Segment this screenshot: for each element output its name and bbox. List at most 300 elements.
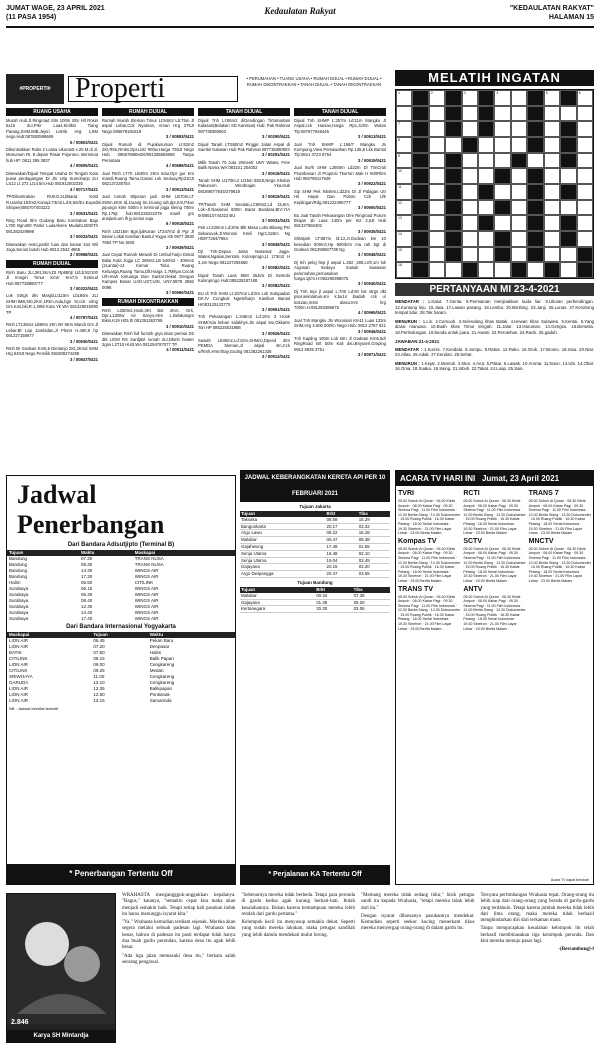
ad-ref: 6 / 00918/0421: [166, 221, 194, 227]
ad-ref: 3 / 00631/0421: [70, 210, 98, 216]
crossword-cell: [577, 231, 593, 247]
ad-text: Tanah SHM Lt170m,2 Lt15m 550Jt,Nego Kledan Pakuncen Wirobrajan Yka.Hub 0818987/7645/379819: [198, 178, 290, 194]
tv-listing: 05.00 Subuh Al Quran · 06.30 Klinik Ampuh · 08.00 Kabar Pagi · 09.30 Sinema Pagi · 11.00 Film Indonesia · 12.00 Berita Siang · 13.30 Dokumenter · 15.00 Ruang Publik · 16.30 Kabar Petang · 18.00 Serial Indonesia · 19.30 Sinetron · 21.00 Film Layar Lebar · 23.00 Berita Malam: [528, 499, 591, 536]
table-cell: WINGS AIR: [134, 574, 159, 579]
classified-ad: [198, 160, 290, 176]
answer-menurun: [395, 361, 594, 372]
table-row: [240, 530, 390, 537]
crossword-cell: [396, 137, 412, 153]
crossword-cell: [577, 153, 593, 169]
table-cell: 20.15: [326, 564, 358, 571]
table-cell: 13.15: [93, 698, 105, 703]
table-cell: Surabaya: [9, 598, 29, 603]
ad-text: Ring Road Slm Gudang Baru Kontrakan Baja L700 Bgn400 Parkir LuasAkses MudahLt200/Th 081382429998: [6, 217, 98, 234]
crossword-cell: [412, 137, 428, 153]
crossword-cell: [544, 106, 560, 122]
table-cell: LION AIR: [9, 692, 29, 697]
classified-ad: [198, 225, 290, 247]
table-cell: 08.40: [81, 598, 93, 603]
classified-ad: [6, 118, 98, 145]
tv-listing: 05.00 Subuh Al Quran · 06.30 Klinik Ampuh · 08.00 Kabar Pagi · 09.30 Sinema Pagi · 11.00 Film Indonesia · 12.00 Berita Siang · 13.30 Dokumenter · 15.00 Ruang Publik · 16.30 Kabar Petang · 18.00 Serial Indonesia · 19.30 Sinetron · 21.00 Film Layar Lebar · 23.00 Berita Malam: [463, 546, 526, 583]
cell-number: 14: [398, 232, 402, 236]
classified-ad: [6, 242, 98, 258]
crossword-cell: [445, 168, 461, 184]
table-cell: 14.40: [81, 610, 93, 615]
table-cell: CITILINK: [134, 580, 154, 585]
crossword-cell: [560, 231, 576, 247]
classified-ad: [294, 318, 386, 334]
tv-column: [463, 488, 525, 631]
table-cell: WINGS AIR: [134, 604, 159, 609]
ad-ref: 3 / 00948/0421: [358, 252, 386, 258]
ad-ref: 3 / 00290/0421: [262, 134, 290, 140]
classified-ad: [198, 202, 290, 224]
table-cell: Pontianak: [149, 692, 170, 697]
ads-column-3: [198, 108, 290, 362]
answers-title: JAWABAN 21-4-2021: [395, 338, 440, 344]
crossword-cell: [560, 168, 576, 184]
crossword-cell: [511, 247, 527, 263]
table-cell: Argo Dwipangga: [240, 571, 326, 578]
ad-text: Dijual Tanah LT:550m2 Pinggir Jalan Aspal di Sambir Kalasan Hub Pak Rahmat 087738380603: [198, 141, 290, 153]
classified-ad: [6, 171, 98, 193]
crossword-cell: [478, 247, 494, 263]
crossword-cell: [577, 247, 593, 263]
clue-mendatar: [395, 299, 594, 316]
classified-ad: [294, 165, 386, 187]
table-header-cell: Tujuan: [7, 550, 79, 556]
tv-title-text: ACARA TV HARI INI: [400, 474, 476, 483]
cell-number: 9: [398, 153, 400, 158]
crossword-title: MELATIH INGATAN: [395, 70, 594, 86]
ads-section-heading: RUMAH DIJUAL: [6, 260, 98, 268]
crossword-cell: [445, 215, 461, 231]
paper-name: "KEDAULATAN RAKYAT": [509, 5, 594, 12]
table-cell: Surabaya: [9, 586, 29, 591]
table-cell: Bandung: [9, 574, 28, 579]
crossword-cell: [462, 90, 478, 106]
crossword-cell: [445, 106, 461, 122]
crossword-cell: [396, 184, 412, 200]
crossword-cell: [511, 137, 527, 153]
crossword-cell: [478, 200, 494, 216]
table-cell: 07.50: [93, 650, 105, 655]
crossword-cell: [560, 153, 576, 169]
table-cell: LION AIR: [9, 638, 29, 643]
tv-listing: 05.00 Subuh Al Quran · 06.30 Klinik Ampuh · 08.00 Kabar Pagi · 09.30 Sinema Pagi · 11.00 Film Indonesia · 12.00 Berita Siang · 13.30 Dokumenter · 15.00 Ruang Publik · 16.30 Kabar Petang · 18.00 Serial Indonesia · 19.30 Sinetron · 21.00 Film Layar Lebar · 23.00 Berita Malam: [398, 546, 461, 583]
ad-ref: 4 / 00717/0421: [70, 186, 98, 192]
table-cell: Bandung: [9, 568, 28, 573]
table-cell: 12.10: [93, 680, 105, 685]
crossword-cell: [429, 90, 445, 106]
crossword-cell: [396, 215, 412, 231]
classified-ad: [102, 331, 194, 353]
crossword-cell: [462, 137, 478, 153]
crossword-cell: [560, 121, 576, 137]
crossword-cell: [511, 231, 527, 247]
flight-footer: * Penerbangan Tertentu Off: [7, 864, 235, 884]
crossword-cell: [396, 231, 412, 247]
ad-ref: 3 / 00939/0421: [166, 244, 194, 250]
crossword-cell: [445, 231, 461, 247]
crossword-cell: [462, 168, 478, 184]
tv-columns: [396, 486, 593, 633]
crossword-cell: [429, 121, 445, 137]
crossword-cell: [478, 153, 494, 169]
crossword-cell: [560, 137, 576, 153]
crossword-cell: [429, 168, 445, 184]
story-column-3: [361, 893, 475, 1045]
table-header-cell: Waktu: [148, 632, 235, 638]
crossword-cell: [478, 231, 494, 247]
ad-text: BU di Tnh SHM Lt:187m2 Ld:5m Lok Sutopadan DK.IV Cungkuk Ngestiharjo Kasihan Bantul Hr083125123770: [198, 290, 290, 307]
crossword-cell: [429, 262, 445, 278]
classified-ad: [294, 142, 386, 164]
clue-label: MENDATAR :: [395, 299, 425, 304]
crossword-cell: [560, 247, 576, 263]
ad-text: Murah Hub.Jl.Ringroad Slm 100m Sltn Htl Rosin 5x15 2Lt,Prkr Luas.Kiritksi Tiang Parang,SHM,IMB,Jejeri Listrik. Hrg: 1,8M nego.Hub:087882596669: [6, 118, 98, 140]
crossword-cell: [478, 121, 494, 137]
table-cell: 20.30: [315, 606, 352, 613]
tv-listing: 05.00 Subuh Al Quran · 06.30 Klinik Ampuh · 08.00 Kabar Pagi · 09.30 Sinema Pagi · 11.00 Film Indonesia · 12.00 Berita Siang · 13.30 Dokumenter · 15.00 Ruang Publik · 16.30 Kabar Petang · 18.00 Serial Indonesia · 19.30 Sinetron · 21.00 Film Layar Lebar · 23.00 Berita Malam: [463, 499, 526, 536]
tv-channel-name: SCTV: [463, 537, 482, 545]
classified-ad: [198, 142, 290, 158]
table-cell: Cengkareng: [149, 662, 175, 667]
table-cell: BATIK: [9, 650, 22, 655]
cell-number: 6: [578, 91, 581, 95]
tv-date: Jumat, 23 April 2021: [481, 474, 560, 483]
tv-listing: 05.00 Subuh Al Quran · 06.30 Klinik Ampuh · 08.00 Kabar Pagi · 09.30 Sinema Pagi · 11.00 Film Indonesia · 12.00 Berita Siang · 13.30 Dokumenter · 15.00 Ruang Publik · 16.30 Kabar Petang · 18.00 Serial Indonesia · 19.30 Sinetron · 21.00 Film Layar Lebar · 23.00 Berita Malam: [398, 594, 461, 631]
table-cell: 06.30: [81, 592, 93, 597]
crossword-cell: [445, 184, 461, 200]
ad-ref: 3 / 00912/0421: [262, 354, 290, 360]
table-cell: 17.30: [81, 574, 93, 579]
table-cell: 00.47: [326, 537, 358, 544]
crossword-cell: [429, 247, 445, 263]
ad-ref: 3 / 00819/0421: [262, 194, 290, 200]
crossword-cell: [412, 168, 428, 184]
ad-ref: 3 / 00322/0421: [70, 285, 98, 291]
ad-ref: 3 / 00968/0421: [70, 252, 98, 258]
ad-ref: 3 / 00618/0421: [262, 170, 290, 176]
table-cell: 08.15: [93, 656, 105, 661]
crossword-cell: [544, 153, 560, 169]
classified-ad: [102, 252, 194, 295]
story-column-2: [242, 893, 356, 1045]
table-cell: 06.45: [93, 638, 105, 643]
classified-ad: [198, 118, 290, 140]
tv-channel-name: TVRI: [398, 490, 414, 497]
crossword-cell: [429, 106, 445, 122]
crossword-cell: [396, 121, 412, 137]
ad-ref: 3 / 00082/0421: [262, 265, 290, 271]
crossword-cell: [478, 184, 494, 200]
cell-number: 16: [398, 263, 402, 268]
ad-text: Rmh Baru 2Lt,3Kt,2Km,Dt Rp680jt Lt/Lb:82/100 Jl Imogiri Timur Kmrr Km7,5 Ketinud Hub:087738880777: [6, 269, 98, 286]
ads-section-heading: RUMAH DIJUAL: [102, 108, 194, 116]
classified-ad: [198, 291, 290, 313]
ad-ref: 3 / 00900/0421: [358, 205, 386, 211]
table-cell: 07.30: [81, 556, 93, 561]
crossword-cell: [396, 153, 412, 169]
table-cell: TRANS NUSA: [134, 562, 164, 567]
classified-ad: [294, 189, 386, 211]
ad-text: Rmh Br Godean Km5,5 Dimtanjo 2Kt,2Kmd SHM Hrg 540Jt Nego Pemilik 081809274288: [6, 346, 98, 357]
table-cell: 20.17: [326, 523, 358, 530]
classified-ad: [294, 236, 386, 258]
table-cell: Surabaya: [9, 610, 29, 615]
crossword-cell: [429, 200, 445, 216]
crossword-cell: [527, 106, 543, 122]
ad-text: Bu Jual Tanah Pekarangan Dire Ringroad Purum Brajan 1b Luas 140m per m2 2,5Jt Hub 081327650402: [294, 212, 386, 229]
ad-text: Jual rumah 80peran jadi SHM LB70m,LT 250m,2Km td,1ruang tm,1ruang sdt,dpr,Km,P3an pipungn ktmr 500m k terminal jogja kleing 700m Rp.175jt hub:081228222278 masif gm ansijwis.um lh jy.serius saja: [102, 194, 194, 221]
table-cell: Medan: [149, 668, 164, 673]
table-header-cell: Tujuan: [240, 511, 326, 517]
crossword-cell: [445, 153, 461, 169]
ad-ref: 3 / 00082/0421: [262, 283, 290, 289]
tv-title: [396, 471, 593, 486]
ad-ref: 3 / 00847/0421: [70, 356, 98, 362]
table-cell: 16.28: [358, 530, 390, 537]
table-cell: 08.30: [81, 562, 93, 567]
ad-ref: 3 / 00971/0421: [358, 352, 386, 358]
crossword-cell: [577, 90, 593, 106]
crossword-cell: [412, 200, 428, 216]
flight-subtitle-yia: Dari Bandara Internasional Yogyakarta: [66, 624, 176, 630]
crossword-cell: [527, 247, 543, 263]
crossword-cell: [462, 121, 478, 137]
table-cell: Cengkareng: [149, 674, 175, 679]
ad-text: Disewakan/Dijual Tempat Usaha Di Tengah Kota pusat perdagangan Di Jln Urip Sumoharjo 2Lt LS12 Lt 272 Lt14.5m.Hub 081912002335: [6, 170, 98, 187]
ad-ref: 4 / 00787/0421: [70, 315, 98, 320]
table-header-cell: Tiba: [358, 511, 390, 517]
train-footer: * Perjalanan KA Tertentu Off: [240, 865, 390, 885]
ad-text: Rmh LB215m Bgn,ljalKaran LT347m2 di Pgr Jl Besar Lokal Kasihan Bantul Yogya Hb 0877 3830 7694 TP No SMS: [102, 228, 194, 245]
ad-text: Sawah L636m2,Ld:10m,SHM/U,Dpeed dtm PEMDA Sleman,Jl aspal 4m,Cck u/Rmh,Hrm/Stay,Gudng 081382261335: [198, 338, 290, 354]
crossword-cell: [511, 215, 527, 231]
table-row: [240, 543, 390, 550]
flight-table-yia: [7, 632, 235, 704]
tv-channel-name: RCTI: [463, 490, 480, 497]
ad-ref: 3 / 00946/0421: [358, 328, 386, 334]
ad-text: Sip SHM Pek ls546m,Ld22m Di Jl Palagan Utr Hit Hayat Dan Pobon Cck U/k Keplingan/Rdg.081222495777: [294, 188, 386, 205]
story-paragraph: "Ya." Wrahasta kemudian terdiam sejenak. Mereka akan segera melalui sebuah padesan lagi. Wrahasta tahu benar, bahwa di padesan itu pasti terdapat tidak hanya dua buah gardu perondan, karena desa itu agak lebih besar.: [122, 920, 236, 951]
crossword-cell: [445, 90, 461, 106]
crossword-cell: [494, 153, 510, 169]
ad-ref: 3 / 00935/0421: [358, 228, 386, 234]
table-cell: WINGS AIR: [134, 586, 159, 591]
comic-number: 2.846: [11, 1019, 29, 1026]
crossword-cell: [429, 153, 445, 169]
ad-text: Lok Strtgs dkt Masjid,Lt110m Lb165m 2Lt SHM+IMB,5Kt,2Km,1Rtm,Aula,bgn br,cck u/tng Grs.Kos,bkl,R.1,30M Kota Yk WA 081328015090 TP: [6, 293, 98, 315]
crossword-cell: [478, 137, 494, 153]
crossword-cell: [511, 262, 527, 278]
classified-ad: [6, 147, 98, 169]
cell-number: 2: [430, 91, 433, 95]
classified-ad: [294, 336, 386, 358]
crossword-cell: [577, 121, 593, 137]
story-paragraph: WRAHASTA menganggguk-anggukkan kepalanya. "Bagus," katanya, "semakin cepat kita maka akan menjadi semakin baik. Tetapi setiap kali pasukan induk itu harus menunggu isyarat kita.": [122, 893, 236, 917]
table-cell: 17.48: [326, 543, 358, 550]
table-cell: Surabaya: [9, 604, 29, 609]
train-table-jakarta: [240, 511, 390, 578]
table-header-cell: Tujuan: [240, 587, 315, 593]
crossword-cell: [511, 153, 527, 169]
clue-text: 1.Lin. 2.Cemooh. 3.Selendang khas Batak. 4.Hewan khas Sulawesi. 5.Kentai. 6.Yang diarai manusia. 10.Buah khas Timur tengah. 11.Jalur. 13.Haruman. 14.Gengsu. 16.Berselia. 18.Perlindungan. 19.benda untuk juara. 21.Awam. 22.Perolehan. 24.Racik. 25.gaduh.: [395, 318, 594, 335]
table-cell: Malabar: [240, 593, 315, 599]
crossword-cell: [478, 168, 494, 184]
tv-column: [529, 488, 591, 631]
cell-number: 11: [398, 185, 402, 189]
cell-number: 4: [496, 91, 499, 95]
clue-label: MENURUN :: [395, 318, 421, 324]
flight-schedule: [6, 475, 236, 885]
comic-illustration: [7, 894, 116, 1024]
flight-table-adisutjipto: [7, 550, 235, 622]
tv-schedule: [395, 470, 594, 885]
javanese-date: (11 PASA 1954): [6, 14, 57, 21]
story-paragraph: "Memang mereka tidak sedang tidur," bisik petugas sandi itu kepada Wrahasta, "tetapi mereka tidak lebih dari itu.": [361, 893, 475, 911]
crossword-cell: [577, 200, 593, 216]
ad-text: Jual Tnh Mangku Jln Wonosari Km11 Luas 133m SHM,Hrg 4.500.000/m Nego Hub: 0812 2767 621: [294, 317, 386, 329]
table-cell: GARUDA: [9, 680, 29, 685]
classified-ad: [102, 229, 194, 251]
table-header-cell: Maskapai: [133, 550, 235, 556]
table-cell: Samarinda: [149, 698, 172, 703]
story-paragraph: "Ada tiga jalan memasuki desa itu," berkata salah seorang pengawal.: [122, 953, 236, 965]
table-cell: Pekan Baru: [149, 638, 174, 643]
ads-column-2: [102, 108, 194, 355]
crossword-cell: [527, 184, 543, 200]
classified-ad: [102, 118, 194, 140]
flight-subtitle-adisutjipto: Dari Bandara Adisutjipto (Terminal B): [67, 542, 175, 548]
crossword-cell: [462, 262, 478, 278]
classified-ad: [102, 171, 194, 193]
crossword-cell: [527, 215, 543, 231]
table-cell: Halim: [149, 650, 162, 655]
classified-ad: [294, 289, 386, 316]
crossword-cell: [544, 231, 560, 247]
crossword-cell: [396, 90, 412, 106]
table-cell: 11.00: [93, 674, 105, 679]
table-cell: LION AIR: [9, 686, 29, 691]
crossword-cell: [412, 262, 428, 278]
table-cell: 07.38: [353, 593, 390, 599]
table-row: [240, 557, 390, 564]
table-row: [240, 599, 390, 606]
ad-ref: 3 / 00960/0421: [166, 290, 194, 296]
ad-text: Jual Tnh SHMP L:166/7 Mangku Jn Kompung,View Persawahan Rp.135,8 Lks Bantul Tlp:0821 3723 8754: [294, 141, 386, 158]
table-cell: Argo Lawu: [240, 530, 326, 537]
crossword-cell: [412, 153, 428, 169]
answer-text: 1.Kejar. 2.Momok. 3.Skor. 4.Arut. 5.Pakar. 6.Lawak. 10.Aroma. 11.Noun. 13.Ubi. 14.Obat. 16.Oma. 18.Suaka. 19.Saing. 21.Inbuh. 22.Takat. 24.Luap. 25.Sais.: [395, 360, 594, 372]
crossword-cell: [544, 137, 560, 153]
ad-ref: 3 / 00930/0421: [70, 338, 98, 344]
clue-text: 1.Kalut. 7.Genta. 8.Permainan menjinakkan kuda liar. 9.Ukuran perbendingan. 12.Kuntung leju. 15.Jiwa. 17.Lawan pasang. 18.Lembu. 20.Bimbing. 23.Janji. 26.Lunas. 27.Kerobong tempat tidur. 28.Tak haram.: [395, 299, 594, 316]
ad-text: TP/Dikontrakan RUKO,2Lt/Barat Kotd R.Usaha:183m2,Kanopi:73m2.Ld:8,5m/Ex.Expedisi Shopee)085707403222: [6, 194, 102, 211]
table-cell: Denpasar: [149, 644, 170, 649]
story-column-4: [481, 893, 595, 1045]
crossword-cell: [494, 215, 510, 231]
crossword-cell: [429, 231, 445, 247]
crossword-cell: [577, 106, 593, 122]
classified-ad: [102, 194, 194, 226]
table-cell: 17.40: [81, 616, 93, 621]
crossword-cell: [462, 153, 478, 169]
crossword-grid: [395, 89, 594, 279]
crossword-cell: [511, 121, 527, 137]
table-cell: 06.50: [81, 580, 93, 585]
classified-ad: [294, 260, 386, 287]
crossword-cell: [445, 121, 461, 137]
ad-text: Jual Rmh LT70 LB40m 2Km Iidur,Dpr gur Km mandi,Ruang Tamu,Garasi Lok Seduay,Rp210Jt 082137238754: [102, 170, 194, 187]
tv-listing: 05.00 Subuh Al Quran · 06.30 Klinik Ampuh · 08.00 Kabar Pagi · 09.30 Sinema Pagi · 11.00 Film Indonesia · 12.00 Berita Siang · 13.30 Dokumenter · 15.00 Ruang Publik · 16.30 Kabar Petang · 18.00 Serial Indonesia · 19.30 Sinetron · 21.00 Film Layar Lebar · 23.00 Berita Malam: [528, 546, 591, 583]
crossword-cell: [544, 247, 560, 263]
table-cell: 15.29: [358, 517, 390, 523]
tv-channel-name: MNCTV: [528, 537, 554, 545]
crossword-cell: [577, 168, 593, 184]
ad-text: Rumah Murah Sleman Timur Lt:94m2 Lb:75m Jl aspal Lebar,Cck Nyaman, Aman Hrg 375Jt Nego.085878181819: [102, 118, 194, 134]
crossword-cell: [494, 231, 510, 247]
table-header-cell: Brkt: [315, 587, 352, 593]
table-cell: 09.25: [93, 668, 105, 673]
crossword-question-title: PERTANYAAN MI 23-4-2021: [395, 283, 594, 296]
ad-text: Tnh Kapling 100m Lok strn Jl Godean Km5,5dr RingRoad Brt 50m Kali dsu,Bnyuteri,Gmping 0812 6835 3751: [294, 336, 386, 352]
ad-text: Jual Sw/h SHM L2800m Ld22m Di TimCroli Prambanan Jl Propinsi Tkurron Mak H 500Rbm Hub 085798117949: [294, 165, 386, 182]
crossword-cell: [544, 168, 560, 184]
comic-strip: [6, 893, 116, 1043]
cell-number: 10: [398, 169, 402, 174]
tv-channel-name: TRANS TV: [398, 585, 433, 593]
crossword-cell: [412, 184, 428, 200]
table-cell: Taksaka: [240, 517, 326, 523]
crossword-cell: [494, 90, 510, 106]
crossword-cell: [494, 262, 510, 278]
crossword-cell: [527, 168, 543, 184]
issue-date: JUMAT WAGE, 23 APRIL 2021: [6, 5, 105, 12]
ad-text: Disewakan resto,parkir luas dan kamar kos Wil Joga.Serius butuh Hub 0813 2542 4965: [6, 241, 98, 252]
crossword-section: [395, 70, 594, 372]
table-cell: TRANS NUSA: [134, 556, 164, 561]
table-cell: WINGS AIR: [134, 616, 159, 621]
ad-text: Dj/ Tnh,Depan Jalan Nasional Jogja-Wates,Ngalas,Sentolo Kulonprogo,Lt 173m2 H 3,2m Nego 081227294668: [198, 248, 290, 265]
answer-label: MENURUN :: [395, 360, 420, 366]
table-cell: 06.15: [81, 586, 93, 591]
table-row: [7, 616, 235, 622]
ads-section-heading: RUMAH DIKONTRAKKAN: [102, 298, 194, 306]
classified-ad: [198, 178, 290, 200]
tv-listing: 05.00 Subuh Al Quran · 06.30 Klinik Ampuh · 08.00 Kabar Pagi · 09.30 Sinema Pagi · 11.00 Film Indonesia · 12.00 Berita Siang · 13.30 Dokumenter · 15.00 Ruang Publik · 16.30 Kabar Petang · 18.00 Serial Indonesia · 19.30 Sinetron · 21.00 Film Layar Lebar · 23.00 Berita Malam: [463, 594, 526, 631]
crossword-cell: [527, 262, 543, 278]
tv-channel-name: TRANS 7: [528, 490, 559, 497]
ad-text: Tnh Pekarangan L:248m2 Ld:10m 3 Hook SHM/Ada kebun salakhys.Jln aspal 5m,Gkkarto Tori HP 085225031988: [198, 314, 290, 331]
train-title: JADWAL KEBERANGKATAN KERETA API PER 10 FEBRUARI 2021: [240, 470, 390, 502]
crossword-cell: [494, 121, 510, 137]
story-paragraph: Dengan isyarat dibawanya pasukannya mendekat. Kemudian seperti seekor kucing menerkam tikus mereka menyergap orang-orang di dalam gardu itu.: [361, 913, 475, 932]
classified-ad: [6, 194, 102, 216]
crossword-cell: [494, 106, 510, 122]
tv-listing: 05.00 Subuh Al Quran · 06.30 Klinik Ampuh · 08.00 Kabar Pagi · 09.30 Sinema Pagi · 11.00 Film Indonesia · 12.00 Berita Siang · 13.30 Dokumenter · 15.00 Ruang Publik · 16.30 Kabar Petang · 18.00 Serial Indonesia · 19.30 Sinetron · 21.00 Film Layar Lebar · 23.00 Berita Malam: [398, 499, 461, 536]
crossword-cell: [577, 262, 593, 278]
crossword-cell: [396, 106, 412, 122]
cell-number: 12: [398, 200, 402, 205]
crossword-cell: [478, 215, 494, 231]
classified-ad: [294, 118, 386, 140]
masthead: Kedaulatan Rakyat: [264, 6, 336, 16]
crossword-cell: [412, 90, 428, 106]
crossword-cell: [544, 90, 560, 106]
ad-text: Rmh LT135m2 LB60m 2Kn Wr 9Km Mandi Grs Jl Lebar,Bt Lap Jambidan,Jl Pleret H.450,8 hp 081227158677: [6, 322, 98, 339]
